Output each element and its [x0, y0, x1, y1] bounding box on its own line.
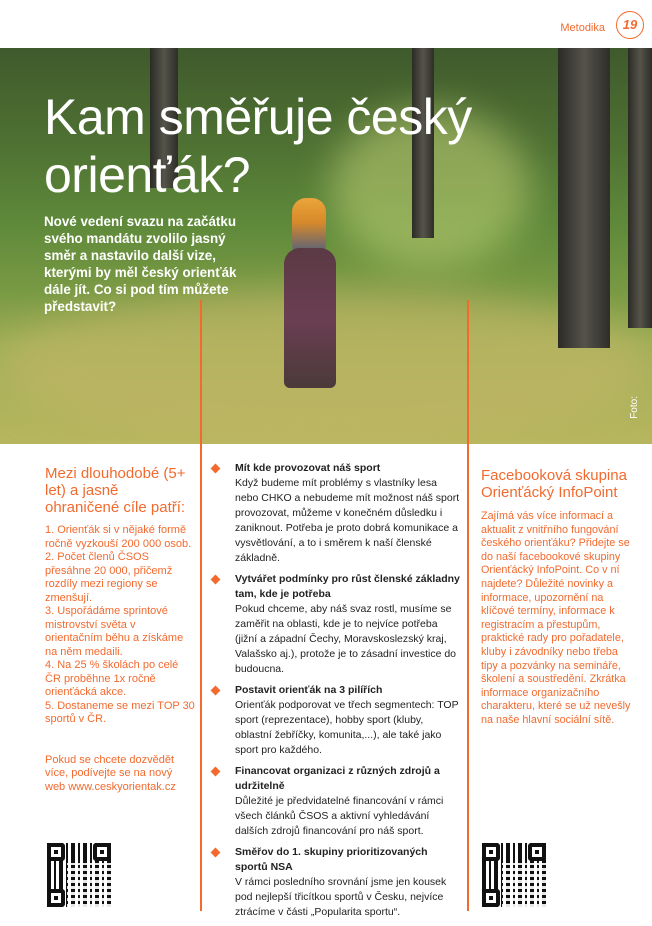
qr-code-icon[interactable] — [47, 843, 111, 907]
facebook-text: Zajímá vás více informací a aktualit z vnitřního fungování českého orienťáku? Přidejte se do naší facebookové skupiny Orienťácký InfoPoint. Co v ní najdete? Důležité novinky a informace, upozornění na klíčové termíny, informace k registracím a přestupům, praktické rady pro pořadatele, kluby i závodníky nebo třeba tipy a pozvánky na semináře, školení a soustředění. Zkrátka informace organizačního charakteru, které se už nevešly na naše hlavní sociální sítě. — [481, 510, 631, 726]
goal-item: 1. Orienťák si v nějaké formě ročně vyzkouší 200 000 osob. — [45, 524, 192, 550]
column-divider — [467, 300, 469, 911]
list-item — [210, 683, 460, 758]
facebook-box — [481, 467, 631, 728]
goal-item: 3. Uspořádáme sprintové mistrovství světa v orientačním běhu a získáme na něm medaili. — [45, 605, 184, 658]
column-divider — [200, 300, 202, 911]
item-title: Postavit orienťák na 3 pilířích — [235, 684, 383, 696]
photo-credit: Foto: — [629, 396, 640, 419]
diamond-bullet-icon — [211, 767, 221, 777]
item-text: V rámci posledního srovnání jsme jen kousek pod nejlepší třicítkou sportů v Česku, nejvíce ztrácíme v části „Popularita sportu“. — [235, 876, 447, 918]
goals-heading: Mezi dlouhodobé (5+ let) a jasně ohraničené cíle patří: — [45, 465, 186, 516]
item-text: Pokud chceme, aby náš svaz rostl, musíme se zaměřit na oblasti, kde je to nejvíce potřeba (jižní a západní Čechy, Moravskoslezský kraj, Valašsko aj.), protože je to zásadní investice do budoucna. — [235, 603, 457, 675]
list-item — [210, 764, 460, 839]
goal-item: 5. Dostaneme se mezi TOP 30 sportů v ČR. — [45, 699, 195, 725]
item-text: Orienťák podporovat ve třech segmentech: TOP sport (reprezentace), hobby sport (kluby, oblastní žebříčky, komunita,...), ale také jako sport pro každého. — [235, 699, 459, 756]
diamond-bullet-icon — [211, 464, 221, 474]
item-text: Když budeme mít problémy s vlastníky lesa nebo CHKO a nebudeme mít možnost náš sport provozovat, můžeme v konečném důsledku i zaniknout. Potřeba je proto dobrá komunikace a vysvětlování, a to i směrem k naší členské základně. — [235, 477, 460, 564]
item-title: Financovat organizaci z různých zdrojů a udržitelně — [235, 765, 440, 792]
item-title: Směřov do 1. skupiny prioritizovaných sportů NSA — [235, 846, 428, 873]
section-label: Metodika — [560, 22, 605, 34]
item-title: Mít kde provozovat náš sport — [235, 462, 381, 474]
list-item — [210, 461, 460, 566]
page-number: 19 — [616, 11, 644, 39]
diamond-bullet-icon — [211, 848, 221, 858]
more-info-text: Pokud se chcete dozvědět více, podívejte se na nový web www.ceskyorientak.cz — [45, 753, 176, 793]
diamond-bullet-icon — [211, 575, 221, 585]
goal-item: 2. Počet členů ČSOS přesáhne 20 000, přičemž rozdíly mezi regiony se zmenšují. — [45, 551, 173, 604]
diamond-bullet-icon — [211, 686, 221, 696]
pillars-list — [210, 461, 460, 926]
article-lead: Nové vedení svazu na začátku svého mandátu zvolilo jasný směr a nastavilo další vize, kterými by měl český orienťák dále jít. Co si pod tím můžete představit? — [44, 214, 237, 314]
goal-item: 4. Na 25 % školách po celé ČR proběhne 1x ročně orienťácká akce. — [45, 659, 179, 698]
list-item — [210, 572, 460, 677]
item-title: Vytvářet podmínky pro růst členské základny tam, kde je potřeba — [235, 573, 460, 600]
item-text: Důležité je předvidatelné financování v rámci všech článků ČSOS a aktivní vyhledávání dalších zdrojů financování pro náš sport. — [235, 795, 444, 837]
qr-code-icon[interactable] — [482, 843, 546, 907]
goals-box — [45, 465, 195, 794]
list-item — [210, 845, 460, 920]
facebook-heading: Facebooková skupina Orienťácký InfoPoint — [481, 467, 627, 501]
person-figure — [284, 248, 336, 388]
article-title: Kam směřuje český orienťák? — [44, 89, 472, 203]
page-header — [0, 0, 652, 48]
